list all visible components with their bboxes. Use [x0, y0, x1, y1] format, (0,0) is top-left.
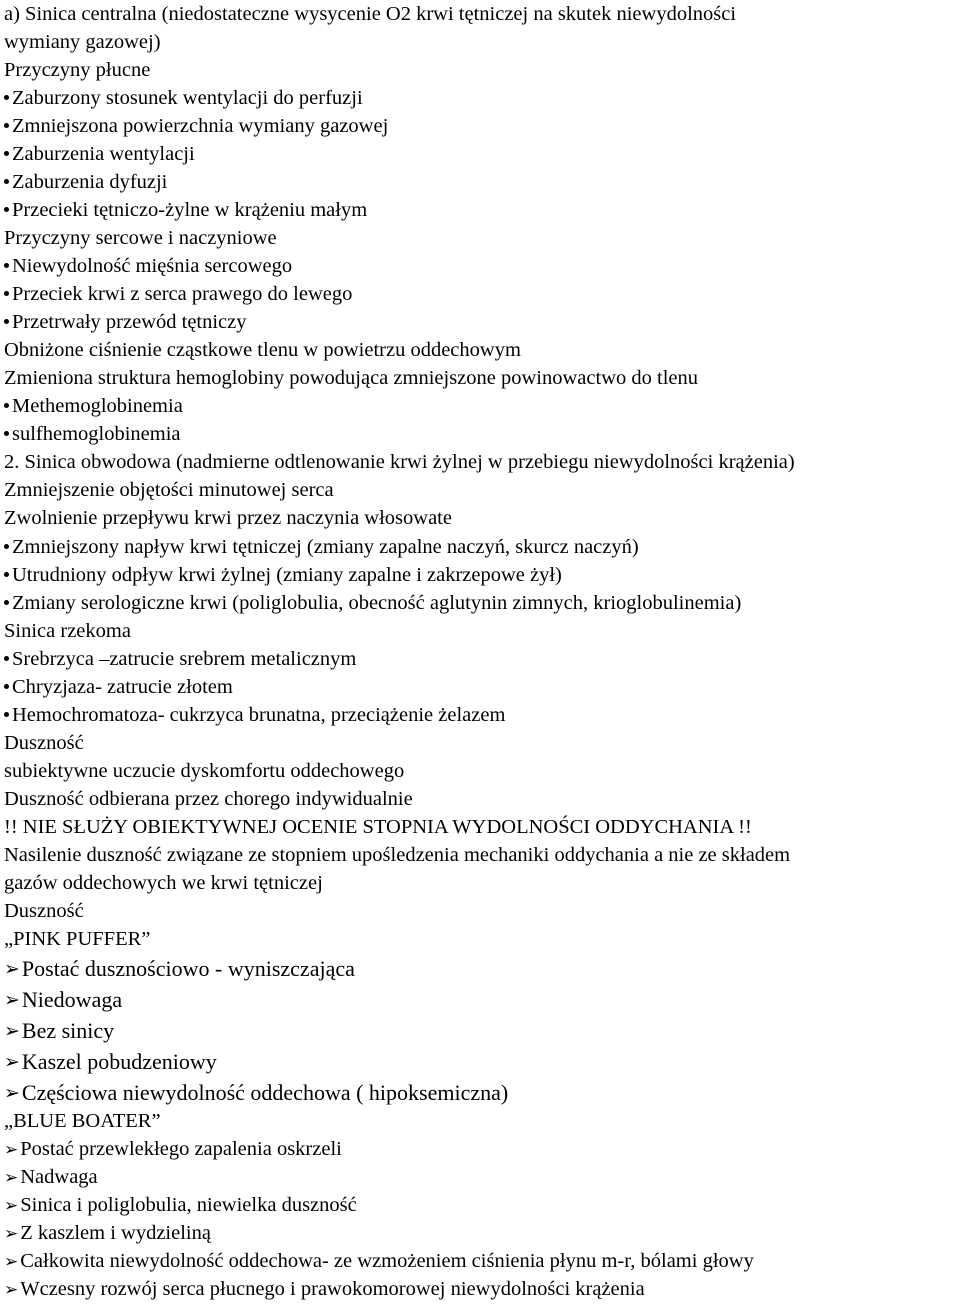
bullet-item: Przetrwały przewód tętniczy: [4, 310, 247, 334]
text-line: Nasilenie duszność związane ze stopniem upośledzenia mechaniki oddychania a nie ze składem: [4, 844, 791, 866]
arrow-bullet-item: ➢ Niedowaga: [4, 988, 122, 1013]
subheading-pulmonary-causes: Przyczyny płucne: [4, 59, 151, 81]
arrow-bullet-item: ➢ Z kaszlem i wydzieliną: [4, 1221, 211, 1246]
subheading-cardiac-causes: Przyczyny sercowe i naczyniowe: [4, 227, 277, 249]
bullet-item: Hemochromatoza- cukrzyca brunatna, przeciążenie żelazem: [4, 703, 505, 727]
bullet-item: Zaburzenia wentylacji: [4, 142, 195, 166]
bullet-item: Zaburzony stosunek wentylacji do perfuzji: [4, 86, 363, 110]
bullet-item: Zaburzenia dyfuzji: [4, 170, 167, 194]
bullet-item: Chryzjaza- zatrucie złotem: [4, 675, 233, 699]
bullet-item: Utrudniony odpływ krwi żylnej (zmiany zapalne i zakrzepowe żył): [4, 563, 562, 587]
text-line: Zmniejszenie objętości minutowej serca: [4, 479, 334, 501]
text-line-sinica-centralna: a) Sinica centralna (niedostateczne wysycenie O2 krwi tętniczej na skutek niewydolności: [4, 3, 737, 25]
arrow-bullet-item: ➢ Postać dusznościowo - wyniszczająca: [4, 957, 355, 982]
arrow-bullet-item: ➢ Nadwaga: [4, 1165, 98, 1190]
arrow-bullet-item: ➢ Częściowa niewydolność oddechowa ( hipoksemiczna): [4, 1081, 508, 1106]
bullet-item: Zmniejszona powierzchnia wymiany gazowej: [4, 114, 388, 138]
bullet-item: Srebrzyca –zatrucie srebrem metalicznym: [4, 647, 356, 671]
arrow-bullet-item: ➢ Całkowita niewydolność oddechowa- ze wzmożeniem ciśnienia płynu m-r, bólami głowy: [4, 1249, 754, 1274]
subheading-blue-boater: „BLUE BOATER”: [4, 1110, 161, 1132]
text-line: Zwolnienie przepływu krwi przez naczynia włosowate: [4, 507, 452, 529]
subheading-pink-puffer: „PINK PUFFER”: [4, 928, 151, 950]
text-line: Obniżone ciśnienie cząstkowe tlenu w powietrzu oddechowym: [4, 339, 521, 361]
arrow-bullet-item: ➢ Kaszel pobudzeniowy: [4, 1050, 217, 1075]
bullet-item: Przecieki tętniczo-żylne w krążeniu małym: [4, 198, 367, 222]
text-line-sinica-obwodowa: 2. Sinica obwodowa (nadmierne odtlenowanie krwi żylnej w przebiegu niewydolności krążenia): [4, 451, 795, 473]
bullet-item: Zmiany serologiczne krwi (poliglobulia, obecność aglutynin zimnych, krioglobulinemia): [4, 591, 741, 615]
text-line: Zmieniona struktura hemoglobiny powodująca zmniejszone powinowactwo do tlenu: [4, 367, 698, 389]
text-line: subiektywne uczucie dyskomfortu oddechowego: [4, 760, 405, 782]
bullet-item: Zmniejszony napływ krwi tętniczej (zmiany zapalne naczyń, skurcz naczyń): [4, 535, 639, 559]
text-line: Duszność odbierana przez chorego indywidualnie: [4, 788, 413, 810]
arrow-bullet-item: ➢ Wczesny rozwój serca płucnego i prawokomorowej niewydolności krążenia: [4, 1277, 645, 1302]
bullet-item: Niewydolność mięśnia sercowego: [4, 254, 292, 278]
heading-dusznosc: Duszność: [4, 900, 84, 922]
heading-dusznosc: Duszność: [4, 732, 84, 754]
text-line: gazów oddechowych we krwi tętniczej: [4, 872, 323, 894]
text-line-continuation: wymiany gazowej): [4, 31, 161, 53]
warning-line: !! NIE SŁUŻY OBIEKTYWNEJ OCENIE STOPNIA WYDOLNOŚCI ODDYCHANIA !!: [4, 816, 752, 838]
arrow-bullet-item: ➢ Postać przewlekłego zapalenia oskrzeli: [4, 1137, 342, 1162]
arrow-bullet-item: ➢ Sinica i poliglobulia, niewielka duszność: [4, 1193, 357, 1218]
arrow-bullet-item: ➢ Bez sinicy: [4, 1019, 114, 1044]
bullet-item: Przeciek krwi z serca prawego do lewego: [4, 282, 352, 306]
subheading-sinica-rzekoma: Sinica rzekoma: [4, 620, 131, 642]
bullet-item: sulfhemoglobinemia: [4, 422, 181, 446]
bullet-item: Methemoglobinemia: [4, 394, 183, 418]
